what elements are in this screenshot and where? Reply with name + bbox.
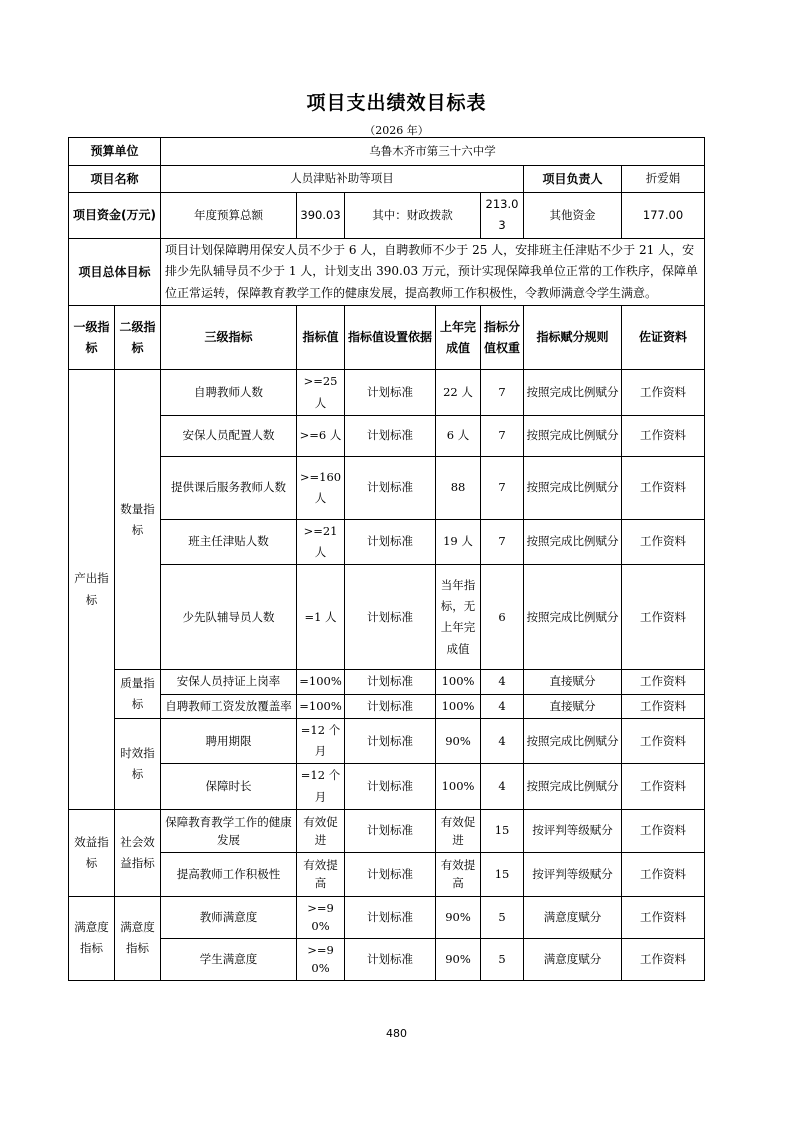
indicator-basis: 计划标准 xyxy=(345,415,436,456)
fiscal-value: 213.03 xyxy=(481,193,524,239)
header-level1: 一级指标 xyxy=(69,306,115,370)
indicator-evidence: 工作资料 xyxy=(622,938,705,980)
project-leader-value: 折爱娟 xyxy=(622,166,705,193)
group-benefit: 效益指标 xyxy=(69,809,115,896)
indicator-rule: 按照完成比例赋分 xyxy=(524,519,622,565)
indicator-rule: 按照完成比例赋分 xyxy=(524,718,622,764)
indicator-evidence: 工作资料 xyxy=(622,370,705,416)
indicator-name: 安保人员配置人数 xyxy=(161,415,297,456)
indicator-rule: 直接赋分 xyxy=(524,670,622,694)
indicator-name: 自聘教师人数 xyxy=(161,370,297,416)
header-level2: 二级指标 xyxy=(115,306,161,370)
indicator-rule: 按评判等级赋分 xyxy=(524,809,622,852)
indicator-basis: 计划标准 xyxy=(345,809,436,852)
header-row xyxy=(69,306,705,370)
indicator-name: 保障教育教学工作的健康发展 xyxy=(161,809,297,852)
indicator-rule: 按照完成比例赋分 xyxy=(524,456,622,519)
indicator-evidence: 工作资料 xyxy=(622,670,705,694)
indicator-weight: 4 xyxy=(481,718,524,764)
budget-unit-value: 乌鲁木齐市第三十六中学 xyxy=(161,138,705,166)
indicator-basis: 计划标准 xyxy=(345,370,436,416)
performance-table xyxy=(68,137,705,981)
indicator-basis: 计划标准 xyxy=(345,764,436,810)
indicator-name: 班主任津贴人数 xyxy=(161,519,297,565)
indicator-last: 90% xyxy=(436,938,481,980)
subgroup-satisfaction: 满意度指标 xyxy=(115,896,161,980)
goal-text: 项目计划保障聘用保安人员不少于 6 人，自聘教师不少于 25 人，安排班主任津贴不少于 21 人，安排少先队辅导员不少于 1 人，计划支出 390.03 万元，预计实现保障我单位正常的工作秩序，保障单位正常运转，保障教育教学工作的健康发展，提高教师工作积极性，令教师满意令学生满意。 xyxy=(161,238,705,306)
indicator-rule: 满意度赋分 xyxy=(524,896,622,938)
table-row xyxy=(69,519,705,565)
indicator-weight: 6 xyxy=(481,565,524,670)
indicator-weight: 7 xyxy=(481,519,524,565)
other-value: 177.00 xyxy=(622,193,705,239)
indicator-value: >=160 人 xyxy=(297,456,345,519)
project-name-value: 人员津贴补助等项目 xyxy=(161,166,524,193)
indicator-weight: 4 xyxy=(481,670,524,694)
indicator-basis: 计划标准 xyxy=(345,670,436,694)
indicator-name: 安保人员持证上岗率 xyxy=(161,670,297,694)
indicator-weight: 7 xyxy=(481,415,524,456)
indicator-basis: 计划标准 xyxy=(345,456,436,519)
group-satisfaction: 满意度指标 xyxy=(69,896,115,980)
indicator-last: 有效提高 xyxy=(436,852,481,896)
budget-unit-row xyxy=(69,138,705,166)
header-value: 指标值 xyxy=(297,306,345,370)
other-label: 其他资金 xyxy=(524,193,622,239)
indicator-value: >=21 人 xyxy=(297,519,345,565)
table-row xyxy=(69,694,705,718)
subgroup-quality: 质量指标 xyxy=(115,670,161,719)
indicator-evidence: 工作资料 xyxy=(622,519,705,565)
indicator-evidence: 工作资料 xyxy=(622,852,705,896)
indicator-value: >=6 人 xyxy=(297,415,345,456)
indicator-last: 当年指标，无上年完成值 xyxy=(436,565,481,670)
indicator-last: 19 人 xyxy=(436,519,481,565)
header-weight: 指标分值权重 xyxy=(481,306,524,370)
indicator-value: >=25 人 xyxy=(297,370,345,416)
indicator-value: >=90% xyxy=(297,938,345,980)
project-leader-label: 项目负责人 xyxy=(524,166,622,193)
funds-label: 项目资金(万元) xyxy=(69,193,161,239)
indicator-name: 教师满意度 xyxy=(161,896,297,938)
fiscal-label: 其中：财政拨款 xyxy=(345,193,481,239)
indicator-name: 自聘教师工资发放覆盖率 xyxy=(161,694,297,718)
indicator-value: 有效提高 xyxy=(297,852,345,896)
table-row xyxy=(69,456,705,519)
indicator-last: 90% xyxy=(436,896,481,938)
indicator-rule: 按照完成比例赋分 xyxy=(524,370,622,416)
indicator-evidence: 工作资料 xyxy=(622,694,705,718)
project-name-row xyxy=(69,166,705,193)
table-row xyxy=(69,896,705,938)
table-row xyxy=(69,415,705,456)
indicator-basis: 计划标准 xyxy=(345,718,436,764)
indicator-basis: 计划标准 xyxy=(345,694,436,718)
table-row xyxy=(69,809,705,852)
header-evidence: 佐证资料 xyxy=(622,306,705,370)
indicator-basis: 计划标准 xyxy=(345,519,436,565)
indicator-name: 提高教师工作积极性 xyxy=(161,852,297,896)
indicator-value: =12 个月 xyxy=(297,764,345,810)
indicator-evidence: 工作资料 xyxy=(622,896,705,938)
indicator-weight: 4 xyxy=(481,694,524,718)
table-row xyxy=(69,938,705,980)
subgroup-social: 社会效益指标 xyxy=(115,809,161,896)
header-basis: 指标值设置依据 xyxy=(345,306,436,370)
indicator-name: 聘用期限 xyxy=(161,718,297,764)
indicator-evidence: 工作资料 xyxy=(622,415,705,456)
indicator-last: 6 人 xyxy=(436,415,481,456)
indicator-value: =12 个月 xyxy=(297,718,345,764)
table-row xyxy=(69,852,705,896)
budget-unit-label: 预算单位 xyxy=(69,138,161,166)
group-output: 产出指标 xyxy=(69,370,115,810)
indicator-value: 有效促进 xyxy=(297,809,345,852)
indicator-rule: 按评判等级赋分 xyxy=(524,852,622,896)
indicator-evidence: 工作资料 xyxy=(622,565,705,670)
indicator-weight: 15 xyxy=(481,809,524,852)
indicator-weight: 5 xyxy=(481,938,524,980)
table-row xyxy=(69,764,705,810)
indicator-basis: 计划标准 xyxy=(345,852,436,896)
table-row xyxy=(69,718,705,764)
indicator-value: =1 人 xyxy=(297,565,345,670)
indicator-basis: 计划标准 xyxy=(345,565,436,670)
goal-row xyxy=(69,238,705,306)
indicator-evidence: 工作资料 xyxy=(622,718,705,764)
indicator-name: 提供课后服务教师人数 xyxy=(161,456,297,519)
indicator-basis: 计划标准 xyxy=(345,938,436,980)
indicator-rule: 按照完成比例赋分 xyxy=(524,415,622,456)
indicator-last: 22 人 xyxy=(436,370,481,416)
indicator-name: 学生满意度 xyxy=(161,938,297,980)
indicator-weight: 5 xyxy=(481,896,524,938)
header-rule: 指标赋分规则 xyxy=(524,306,622,370)
indicator-last: 88 xyxy=(436,456,481,519)
indicator-rule: 按照完成比例赋分 xyxy=(524,764,622,810)
table-row xyxy=(69,565,705,670)
header-last-year: 上年完成值 xyxy=(436,306,481,370)
indicator-value: >=90% xyxy=(297,896,345,938)
indicator-rule: 满意度赋分 xyxy=(524,938,622,980)
subgroup-timeliness: 时效指标 xyxy=(115,718,161,809)
table-row xyxy=(69,670,705,694)
indicator-evidence: 工作资料 xyxy=(622,809,705,852)
indicator-evidence: 工作资料 xyxy=(622,456,705,519)
indicator-value: =100% xyxy=(297,694,345,718)
indicator-last: 100% xyxy=(436,670,481,694)
indicator-weight: 7 xyxy=(481,456,524,519)
funds-row xyxy=(69,193,705,239)
annual-total-value: 390.03 xyxy=(297,193,345,239)
indicator-rule: 按照完成比例赋分 xyxy=(524,565,622,670)
goal-label: 项目总体目标 xyxy=(69,238,161,306)
indicator-value: =100% xyxy=(297,670,345,694)
header-level3: 三级指标 xyxy=(161,306,297,370)
indicator-last: 100% xyxy=(436,694,481,718)
indicator-last: 100% xyxy=(436,764,481,810)
project-name-label: 项目名称 xyxy=(69,166,161,193)
indicator-name: 保障时长 xyxy=(161,764,297,810)
indicator-last: 90% xyxy=(436,718,481,764)
indicator-name: 少先队辅导员人数 xyxy=(161,565,297,670)
indicator-weight: 4 xyxy=(481,764,524,810)
annual-total-label: 年度预算总额 xyxy=(161,193,297,239)
table-row xyxy=(69,370,705,416)
indicator-last: 有效促进 xyxy=(436,809,481,852)
indicator-evidence: 工作资料 xyxy=(622,764,705,810)
indicator-weight: 15 xyxy=(481,852,524,896)
indicator-basis: 计划标准 xyxy=(345,896,436,938)
year-label: （2026 年） xyxy=(364,124,429,137)
indicator-weight: 7 xyxy=(481,370,524,416)
indicator-rule: 直接赋分 xyxy=(524,694,622,718)
page-number: 480 xyxy=(386,1027,407,1040)
page-title: 项目支出绩效目标表 xyxy=(306,92,487,114)
subgroup-quantity: 数量指标 xyxy=(115,370,161,670)
